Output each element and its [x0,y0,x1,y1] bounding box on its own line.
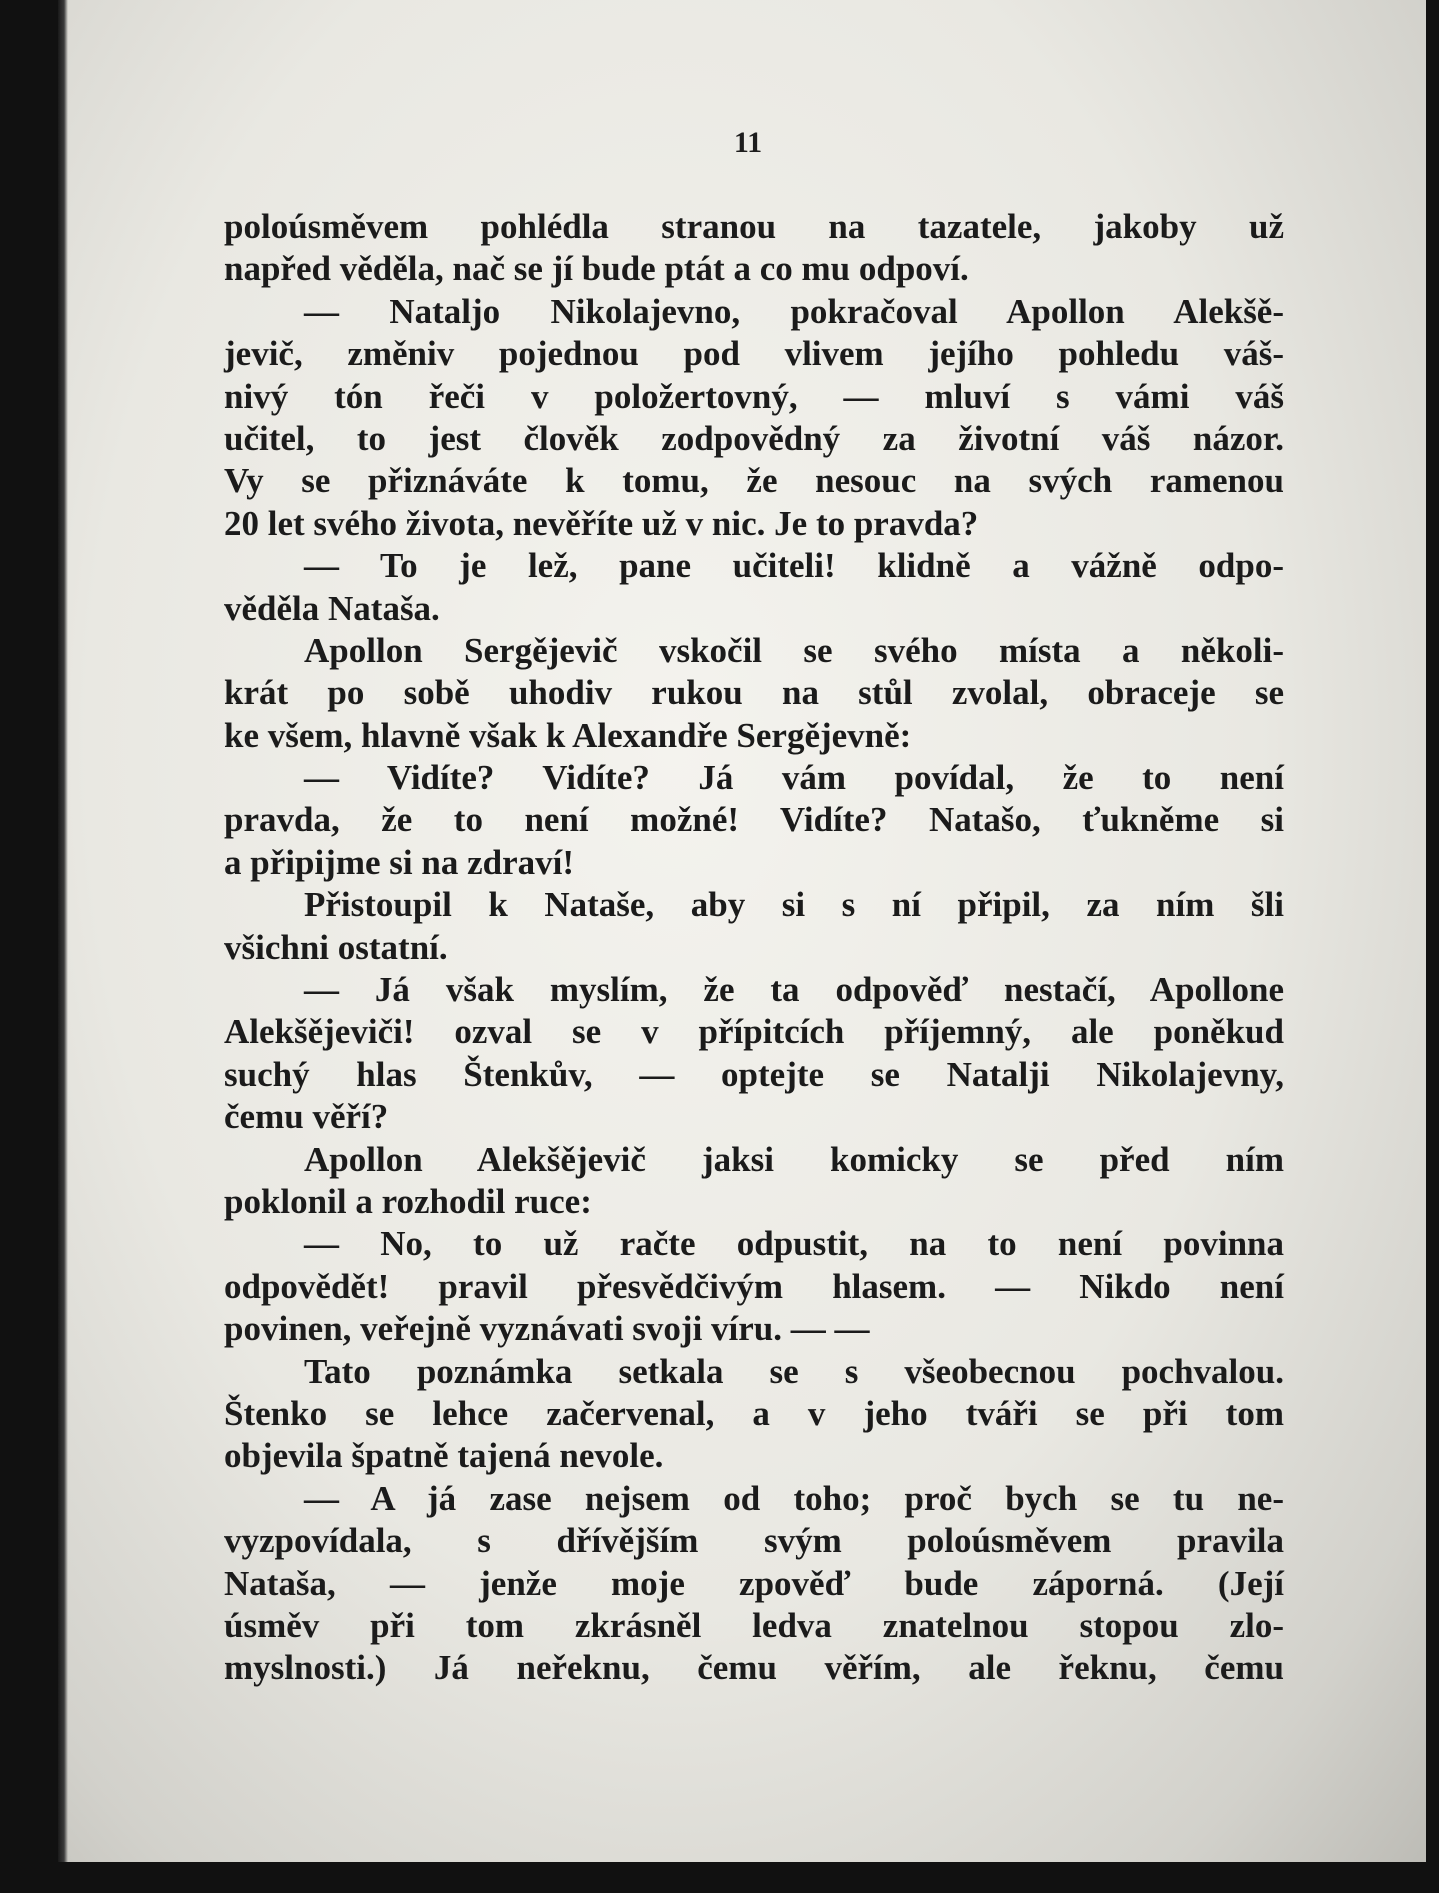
text-line: myslnosti.) Já neřeknu, čemu věřím, ale řeknu, čemu [224,1648,1284,1688]
book-page [58,0,1426,1862]
text-line: Alekšějeviči! ozval se v přípitcích příjemný, ale poněkud [224,1012,1284,1052]
text-line: učitel, to jest člověk zodpovědný za životní váš názor. [224,418,1284,458]
text-line: napřed věděla, nač se jí bude ptát a co mu odpoví. [224,249,969,289]
text-line: — A já zase nejsem od toho; proč bych se tu ne- [304,1478,1284,1518]
text-line: vyzpovídala, s dřívějším svým poloúsměvem pravila [224,1521,1284,1561]
text-line: — No, to už račte odpustit, na to není povinna [304,1224,1284,1264]
text-line: poloúsměvem pohlédla stranou na tazatele, jakoby už [224,207,1284,246]
text-line: všichni ostatní. [224,927,448,967]
text-line: a připijme si na zdraví! [224,842,574,882]
text-line: Vy se přiznáváte k tomu, že nesouc na svých ramenou [224,461,1284,501]
page-number: 11 [733,126,763,159]
text-line: Apollon Sergějevič vskočil se svého místa a několi- [304,630,1284,670]
text-line: Tato poznámka setkala se s všeobecnou pochvalou. [304,1351,1284,1391]
text-line: krát po sobě uhodiv rukou na stůl zvolal, obraceje se [224,673,1284,713]
text-line: Nataša, — jenže moje zpověď bude záporná. (Její [224,1563,1284,1603]
text-line: — Vidíte? Vidíte? Já vám povídal, že to není [304,758,1284,798]
text-line: ke všem, hlavně však k Alexandře Sergějevně: [224,715,912,755]
text-line: Štenko se lehce začervenal, a v jeho tváři se při tom [224,1393,1284,1433]
text-line: — Nataljo Nikolajevno, pokračoval Apollon Alekšě- [304,291,1284,331]
body-text [224,206,1284,1690]
text-line: poklonil a rozhodil ruce: [224,1181,592,1221]
text-line: odpovědět! pravil přesvědčivým hlasem. — Nikdo není [224,1266,1284,1306]
text-line: Přistoupil k Nataše, aby si s ní připil, za ním šli [304,885,1284,925]
text-line: suchý hlas Štenkův, — optejte se Natalji Nikolajevny, [224,1054,1284,1094]
text-line: povinen, veřejně vyznávati svoji víru. — — [224,1309,870,1349]
text-line: nivý tón řeči v položertovný, — mluví s vámi váš [224,376,1284,416]
text-line: — To je lež, pane učiteli! klidně a vážně odpo- [304,546,1284,586]
text-line: 20 let svého života, nevěříte už v nic. Je to pravda? [224,503,979,543]
text-line: věděla Nataša. [224,588,440,628]
text-line: Apollon Alekšějevič jaksi komicky se před ním [304,1139,1284,1179]
binding-gutter [58,0,68,1862]
text-line: jevič, změniv pojednou pod vlivem jejího pohledu váš- [224,334,1284,374]
text-line: pravda, že to není možné! Vidíte? Natašo, ťukněme si [224,800,1284,840]
text-line: objevila špatně tajená nevole. [224,1436,664,1476]
text-line: čemu věří? [224,1097,389,1137]
text-line: úsměv při tom zkrásněl ledva znatelnou stopou zlo- [224,1605,1284,1645]
text-line: — Já však myslím, že ta odpověď nestačí, Apollone [304,970,1284,1010]
